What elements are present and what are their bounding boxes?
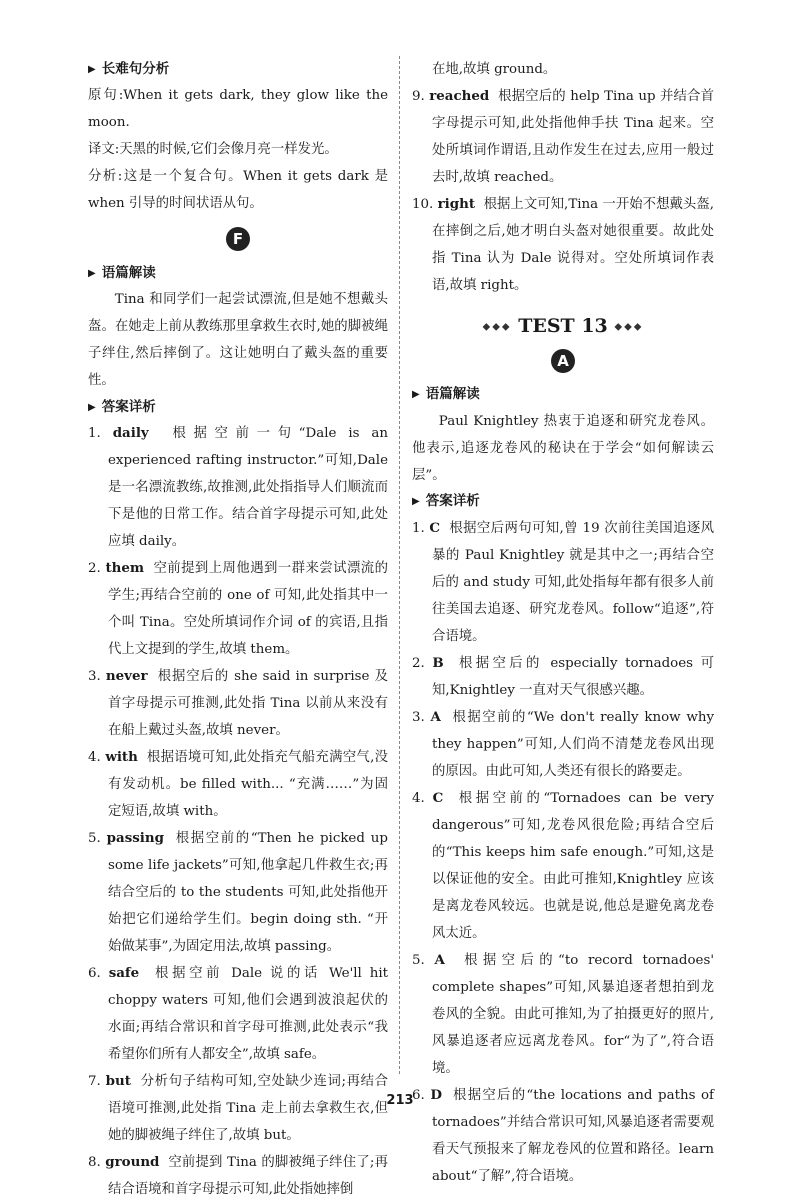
answer-item — [88, 420, 388, 555]
answer-number: 4. — [88, 750, 101, 765]
answer-explanation: 根据空后的“to record tornadoes' complete shapes”可知,风暴追逐者想拍到龙卷风的全貌。由此可推知,为了拍摄更好的照片,风暴追逐者应远离龙卷风。for“为了”,符合语境。 — [432, 952, 715, 1076]
arrow-icon: ▶ — [88, 401, 96, 413]
arrow-icon: ▶ — [412, 389, 420, 400]
answer-number: 10. — [412, 197, 434, 212]
answer-explanation: 根据空前 Dale 说的话 We'll hit choppy waters 可知,他们会遇到波浪起伏的水面;再结合常识和首字母可推测,此处表示“我希望你们所有人都安全”,故填 safe。 — [108, 966, 389, 1062]
column-divider — [399, 56, 400, 1074]
answer-key: with — [105, 749, 138, 765]
answer-explanation: 根据空后的 help Tina up 并结合首字母提示可知,此处指他伸手扶 Tina 起来。空处所填词作谓语,且动作发生在过去,应用一般过去时,故填 reached。 — [432, 89, 714, 185]
answer-number: 3. — [88, 669, 101, 684]
answer-explanation: 根据空后的 she said in surprise 及首字母提示可推测,此处指 Tina 以前从来没有在船上戴过头盔,故填 never。 — [108, 669, 388, 738]
answer-item — [88, 663, 388, 744]
answer-item — [412, 191, 714, 299]
answer-item — [412, 515, 714, 650]
answer-item — [88, 1068, 388, 1149]
answer-key: daily — [112, 425, 149, 441]
original-sentence: 原句:When it gets dark, they glow like the moon. — [88, 88, 388, 130]
answer-explanation: 根据空后两句可知,曾 19 次前往美国追逐风暴的 Paul Knightley 就是其中之一;再结合空后的 and study 可知,此处指每年都有很多人前往美国去追逐、研究龙卷风。follow“追逐”,符合语境。 — [432, 520, 715, 644]
answer-key: A — [430, 708, 441, 725]
answer-item — [88, 960, 388, 1068]
answer-explanation: 根据上文可知,Tina 一开始不想戴头盔,在摔倒之后,她才明白头盔对她很重要。故此处指 Tina 认为 Dale 说得对。空处所填词作表语,故填 right。 — [432, 197, 714, 293]
answer-key: C — [432, 789, 444, 806]
passage-summary: Tina 和同学们一起尝试漂流,但是她不想戴头盔。在她走上前从教练那里拿救生衣时,她的脚被绳子绊住,然后摔倒了。这让她明白了戴头盔的重要性。 — [88, 292, 388, 388]
answer-explanation: 根据空前的“Tornadoes can be very dangerous”可知,龙卷风很危险;再结合空后的“This keeps him safe enough.”可知,这是以保证他的安全。由此可推知,Knightley 应该是离龙卷风较远。也就是说,他总是避免离龙卷风太近。 — [432, 790, 714, 941]
answer-key: D — [430, 1086, 442, 1103]
answer-number: 2. — [88, 561, 101, 576]
answer-key: C — [429, 519, 441, 536]
answer-item — [412, 704, 714, 785]
section-heading-answers: ▶ 答案详析 — [412, 489, 714, 515]
section-heading-answers: ▶ 答案详析 — [88, 394, 388, 420]
test-title: ◆◆◆ TEST 13 ◆◆◆ — [482, 315, 644, 337]
answer-explanation: 根据空前的“We don't really know why they happen”可知,人们尚不清楚龙卷风出现的原因。由此可知,人类还有很长的路要走。 — [432, 709, 715, 779]
right-column — [412, 56, 714, 1190]
answer-key: reached — [429, 88, 490, 104]
answer-number: 5. — [88, 831, 101, 846]
answer-item — [412, 83, 714, 191]
answer-explanation: 根据空后的“the locations and paths of tornadoes”并结合常识可知,风暴追逐者需要观看天气预报来了解龙卷风的位置和路径。learn about“了解”,符合语境。 — [432, 1087, 714, 1184]
translation: 译文:天黑的时候,它们会像月亮一样发光。 — [88, 142, 338, 157]
decorative-dots: ◆◆◆ — [614, 321, 644, 333]
passage-badge-row — [88, 227, 388, 254]
arrow-icon: ▶ — [88, 63, 96, 75]
analysis: 分析:这是一个复合句。When it gets dark 是 when 引导的时间状语从句。 — [88, 169, 388, 211]
arrow-icon: ▶ — [88, 267, 96, 279]
answer-explanation: 根据空后的 especially tornadoes 可知,Knightley 一直对天气很感兴趣。 — [432, 655, 715, 698]
section-heading-sentence-analysis: ▶ 长难句分析 — [88, 56, 388, 82]
answer-explanation: 根据空前的“Then he picked up some life jackets”可知,他拿起几件救生衣;再结合空后的 to the students 可知,此处指他开始把它们递给学生们。begin doing sth. “开始做某事”,为固定用法,故填 passing。 — [108, 831, 388, 954]
answer-list — [88, 420, 388, 1203]
answer-number: 5. — [412, 952, 425, 968]
arrow-icon: ▶ — [412, 496, 420, 507]
decorative-dots: ◆◆◆ — [482, 321, 512, 333]
answer-item — [412, 785, 714, 947]
section-heading-passage: ▶ 语篇解读 — [88, 260, 388, 286]
answer-explanation: 空前提到 Tina 的脚被绳子绊住了;再结合语境和首字母提示可知,此处指她摔倒 — [108, 1155, 388, 1197]
answer-number: 7. — [88, 1074, 101, 1089]
answer-list — [412, 83, 714, 299]
answer-item — [88, 825, 388, 960]
answer-number: 4. — [412, 790, 425, 806]
answer-number: 6. — [88, 966, 101, 981]
passage-summary: Paul Knightley 热衷于追逐和研究龙卷风。他表示,追逐龙卷风的秘诀在于学会“如何解读云层”。 — [412, 413, 714, 483]
passage-badge-row — [412, 349, 714, 376]
passage-letter-badge: F — [226, 227, 250, 251]
left-column — [88, 56, 388, 1203]
section-heading-passage: ▶ 语篇解读 — [412, 382, 714, 408]
answer-continuation: 在地,故填 ground。 — [432, 62, 557, 77]
answer-key: B — [432, 654, 444, 671]
answer-item — [412, 650, 714, 704]
page-number: 213 — [386, 1093, 414, 1108]
answer-number: 1. — [88, 426, 101, 441]
answer-number: 3. — [412, 709, 425, 725]
answer-key: but — [105, 1073, 131, 1089]
answer-key: safe — [108, 965, 140, 981]
answer-number: 2. — [412, 655, 425, 671]
answer-key: ground — [105, 1154, 160, 1170]
answer-item — [88, 555, 388, 663]
answer-number: 9. — [412, 89, 425, 104]
answer-list — [412, 515, 714, 1190]
answer-explanation: 根据空前一句“Dale is an experienced rafting instructor.”可知,Dale 是一名漂流教练,故推测,此处指指导人们顺流而下是他的日常工作。结合首字母提示可知,此处应填 daily。 — [108, 426, 388, 549]
answer-number: 1. — [412, 520, 425, 536]
answer-item — [88, 744, 388, 825]
answer-key: passing — [106, 830, 164, 846]
answer-key: never — [105, 668, 148, 684]
passage-letter-badge: A — [551, 349, 575, 373]
answer-key: A — [434, 951, 445, 968]
answer-item — [412, 947, 714, 1082]
answer-number: 8. — [88, 1155, 101, 1170]
answer-explanation: 分析句子结构可知,空处缺少连词;再结合语境可推测,此处指 Tina 走上前去拿救生衣,但她的脚被绳子绊住了,故填 but。 — [108, 1074, 388, 1143]
answer-explanation: 根据语境可知,此处指充气船充满空气,没有发动机。be filled with... “充满……”为固定短语,故填 with。 — [108, 750, 388, 819]
answer-key: right — [437, 196, 476, 212]
answer-item — [88, 1149, 388, 1203]
answer-explanation: 空前提到上周他遇到一群来尝试漂流的学生;再结合空前的 one of 可知,此处指其中一个叫 Tina。空处所填词作介词 of 的宾语,且指代上文提到的学生,故填 them。 — [108, 561, 388, 657]
answer-number: 6. — [412, 1087, 425, 1103]
answer-key: them — [105, 560, 145, 576]
